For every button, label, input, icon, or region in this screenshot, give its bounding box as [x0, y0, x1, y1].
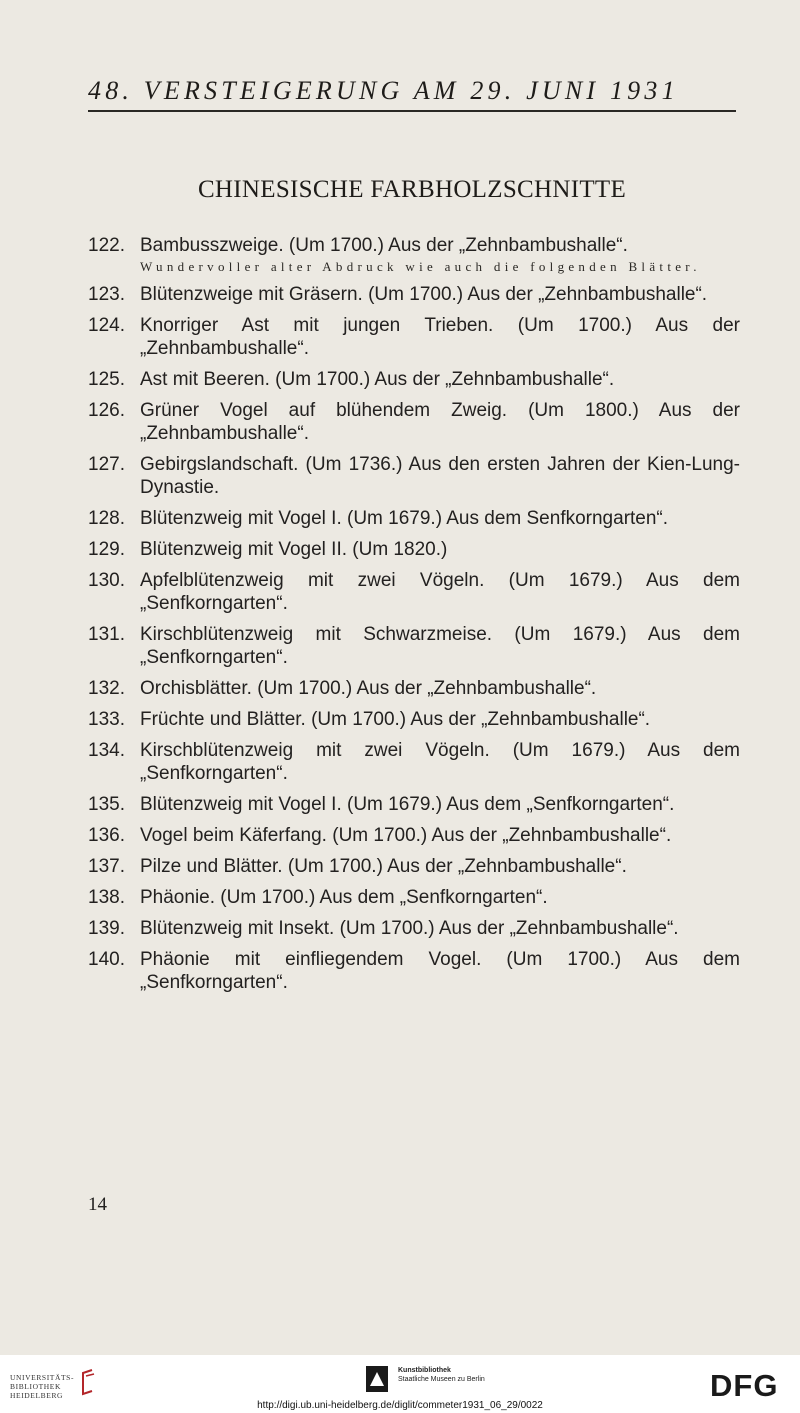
catalog-entry — [88, 234, 740, 275]
entry-number: 129. — [88, 539, 125, 560]
catalog-entry — [88, 824, 740, 847]
catalog-entry — [88, 739, 740, 785]
entry-text: Kirschblütenzweig mit zwei Vögeln. (Um 1679.) Aus dem „Senfkorngarten“. — [140, 740, 740, 784]
entry-text: Blütenzweig mit Vogel I. (Um 1679.) Aus dem „Senfkorngarten“. — [140, 794, 675, 815]
catalog-entry-list — [88, 234, 740, 1002]
catalog-entry — [88, 948, 740, 994]
university-line: HEIDELBERG — [10, 1391, 64, 1400]
entry-number: 134. — [88, 740, 125, 761]
catalog-entry — [88, 399, 740, 445]
kunst-line: Kunstbibliothek — [398, 1367, 451, 1374]
entry-text: Ast mit Beeren. (Um 1700.) Aus der „Zehnbambushalle“. — [140, 369, 615, 390]
entry-note: Wundervoller alter Abdruck wie auch die folgenden Blätter. — [140, 259, 701, 274]
entry-text: Blütenzweig mit Vogel I. (Um 1679.) Aus dem Senfkorngarten“. — [140, 508, 669, 529]
entry-number: 136. — [88, 825, 125, 846]
entry-text: Blütenzweige mit Gräsern. (Um 1700.) Aus der „Zehnbambushalle“. — [140, 284, 708, 305]
catalog-entry — [88, 855, 740, 878]
university-library-label — [10, 1373, 74, 1400]
running-header: 48. VERSTEIGERUNG AM 29. JUNI 1931 — [88, 76, 679, 105]
catalog-entry — [88, 708, 740, 731]
digitization-footer — [0, 1355, 800, 1413]
university-line: UNIVERSITÄTS- — [10, 1373, 75, 1382]
entry-text: Knorriger Ast mit jungen Trieben. (Um 1700.) Aus der „Zehnbambushalle“. — [140, 315, 740, 359]
catalog-entry — [88, 793, 740, 816]
entry-number: 132. — [88, 678, 125, 699]
university-logo-icon — [76, 1367, 98, 1397]
catalog-entry — [88, 886, 740, 909]
entry-text: Kirschblütenzweig mit Schwarzmeise. (Um 1679.) Aus dem „Senfkorngarten“. — [140, 624, 740, 668]
entry-text: Grüner Vogel auf blühendem Zweig. (Um 1800.) Aus der „Zehnbambushalle“. — [140, 400, 740, 444]
catalog-entry — [88, 538, 740, 561]
catalog-entry — [88, 453, 740, 499]
entry-text: Blütenzweig mit Vogel II. (Um 1820.) — [140, 539, 448, 560]
kunstbibliothek-label — [398, 1366, 485, 1384]
entry-number: 122. — [88, 235, 125, 256]
entry-number: 138. — [88, 887, 125, 908]
entry-number: 124. — [88, 315, 125, 336]
entry-text: Blütenzweig mit Insekt. (Um 1700.) Aus der „Zehnbambushalle“. — [140, 918, 679, 939]
entry-number: 135. — [88, 794, 125, 815]
entry-text: Apfelblütenzweig mit zwei Vögeln. (Um 1679.) Aus dem „Senfkorngarten“. — [140, 570, 740, 614]
entry-text: Pilze und Blätter. (Um 1700.) Aus der „Zehnbambushalle“. — [140, 856, 627, 877]
university-line: BIBLIOTHEK — [10, 1382, 61, 1391]
page-number: 14 — [88, 1194, 107, 1215]
entry-number: 140. — [88, 949, 125, 970]
header-rule — [88, 110, 736, 112]
entry-number: 123. — [88, 284, 125, 305]
section-title: CHINESISCHE FARBHOLZSCHNITTE — [197, 176, 627, 203]
entry-text: Vogel beim Käferfang. (Um 1700.) Aus der „Zehnbambushalle“. — [140, 825, 672, 846]
entry-number: 128. — [88, 508, 125, 529]
entry-number: 130. — [88, 570, 125, 591]
source-url[interactable]: http://digi.ub.uni-heidelberg.de/diglit/commeter1931_06_29/0022 — [257, 1400, 543, 1411]
catalog-entry — [88, 917, 740, 940]
entry-text: Phäonie mit einfliegendem Vogel. (Um 1700.) Aus dem „Senfkorngarten“. — [140, 949, 740, 993]
kunstbibliothek-logo-icon — [366, 1366, 388, 1392]
entry-number: 137. — [88, 856, 125, 877]
entry-number: 139. — [88, 918, 125, 939]
catalog-entry — [88, 368, 740, 391]
catalog-entry — [88, 623, 740, 669]
dfg-logo: DFG — [710, 1368, 779, 1403]
entry-number: 125. — [88, 369, 125, 390]
catalog-entry — [88, 677, 740, 700]
entry-text: Früchte und Blätter. (Um 1700.) Aus der „Zehnbambushalle“. — [140, 709, 651, 730]
entry-text: Phäonie. (Um 1700.) Aus dem „Senfkorngarten“. — [140, 887, 548, 908]
entry-number: 131. — [88, 624, 125, 645]
entry-text: Orchisblätter. (Um 1700.) Aus der „Zehnbambushalle“. — [140, 678, 597, 699]
catalog-entry — [88, 569, 740, 615]
entry-number: 133. — [88, 709, 125, 730]
catalog-entry — [88, 314, 740, 360]
catalog-entry — [88, 507, 740, 530]
entry-text: Bambusszweige. (Um 1700.) Aus der „Zehnbambushalle“. — [140, 235, 628, 256]
entry-number: 126. — [88, 400, 125, 421]
entry-number: 127. — [88, 454, 125, 475]
catalog-entry — [88, 283, 740, 306]
kunst-line: Staatliche Museen zu Berlin — [398, 1376, 485, 1383]
entry-text: Gebirgslandschaft. (Um 1736.) Aus den ersten Jahren der Kien-Lung-Dynastie. — [140, 454, 740, 498]
